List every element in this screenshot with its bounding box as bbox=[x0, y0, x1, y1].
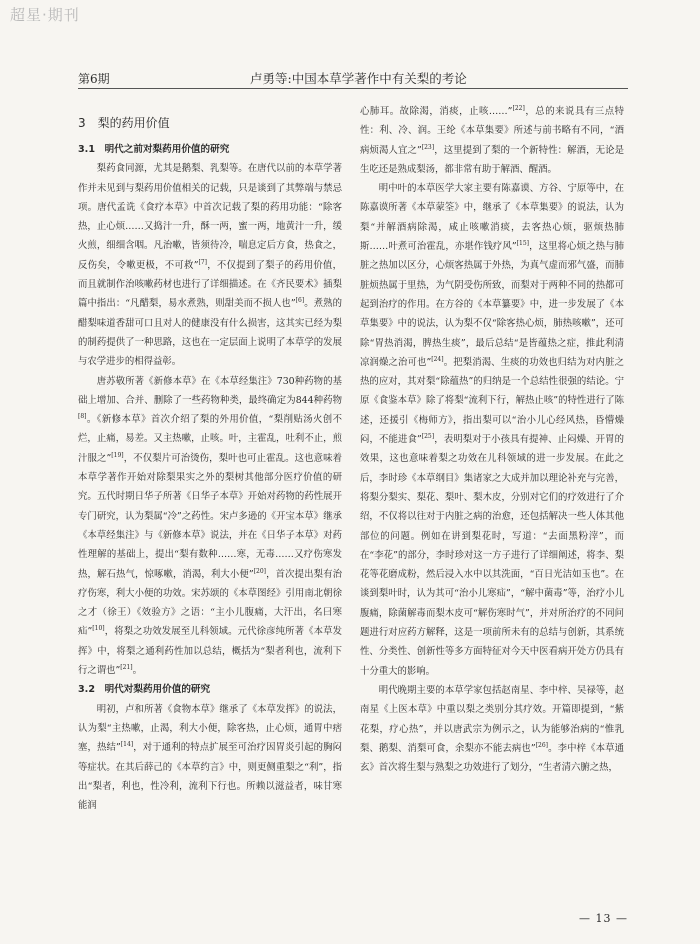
paragraph-continued: 心肺耳。故除渴，消痰，止咳……”[22]，总的来说具有三点特性：利、冷、润。王纶《本草集要》所述与前书略有不同，“酒病烦渴人宜之”[23]，这里提到了梨的一个新特性：解酒，无论是生吃还是熟成梨汤，都非常有助于解酒、醒酒。 bbox=[360, 104, 624, 175]
section-heading: 3 梨的药用价值 bbox=[78, 116, 170, 130]
paragraph: 唐苏敬所著《新修本草》在《本草经集注》730种药物的基础上增加、合并、删除了一些药物种类，最终确定为844种药物[8]。《新修本草》首次介绍了梨的外用价值，“梨削贴汤火创不烂，止痛，易差。又主热嗽，止咳。叶，主霍乱，吐利不止，煎汁服之”[19]，不仅梨片可治烫伤，梨叶也可止霍乱。这也意味着本草学著作开始对除梨果实之外的梨树其他部分医疗价值的研究。五代时期日华子所著《日华子本草》开始对药物的药性展开专门研究，认为梨属“冷”之药性。宋卢多逊的《开宝本草》继承《本草经集注》与《新修本草》说法，并在《日华子本草》对药性理解的基础上，提出“梨有数种……寒，无毒……又疗伤寒发热，解石热气，惊啄嗽，消渴，利大小便”[20]，首次提出梨有治疗伤寒，利大小便的功效。宋苏颂的《本草图经》引用南北朝徐之才（徐王）《效验方》之语：“主小儿腹痛，大汗出，名曰寒疝”[10]，将梨之功效发展至儿科领域。元代徐彦纯所著《本草发挥》中，将梨之通利药性加以总结，概括为“梨者利也，流利下行之谓也”[21]。 bbox=[78, 375, 342, 677]
subsection-heading-3-2: 3.2 明代对梨药用价值的研究 bbox=[78, 684, 211, 696]
running-title: 卢勇等:中国本草学著作中有关梨的考论 bbox=[250, 71, 467, 86]
running-header bbox=[78, 66, 628, 89]
citation[interactable]: [23] bbox=[421, 143, 435, 151]
paragraph: 明初，卢和所著《食物本草》继承了《本草发挥》的说法，认为梨“主热嗽，止渴，利大小便，除客热，止心烦，通胃中痞塞，热结”[14]，对于通利的特点扩展至可治疗因胃炎引起的胸闷等症状。在其后薛己的《本草约言》中，则更侧重梨之“利”，指出“梨者，利也，性冷利，流利下行也。所赖以滋益者，味甘寒能润 bbox=[78, 703, 342, 812]
citation[interactable]: [26] bbox=[535, 741, 549, 749]
issue-label: 第6期 bbox=[78, 72, 110, 86]
page-number: — 13 — bbox=[579, 912, 628, 925]
citation[interactable]: [19] bbox=[111, 451, 124, 459]
journal-watermark: 超星·期刊 bbox=[10, 6, 80, 24]
citation[interactable]: [24] bbox=[431, 355, 444, 363]
subsection-heading-3-1: 3.1 明代之前对梨药用价值的研究 bbox=[78, 144, 230, 155]
citation[interactable]: [22] bbox=[512, 104, 525, 112]
citation[interactable]: [8] bbox=[78, 413, 87, 421]
citation[interactable]: [15] bbox=[516, 239, 529, 247]
citation[interactable]: [7] bbox=[198, 258, 207, 266]
citation[interactable]: [10] bbox=[92, 625, 105, 633]
paragraph: 明代晚期主要的本草学家包括赵南星、李中梓、吴禄等，赵南星《上医本草》中重以梨之类别分其疗效。开篇即提到，“紫花梨，疗心热”，并以唐武宗为例示之，认为能够治病的“惟乳梨、鹅梨、消梨可食，余梨亦不能去病也”[26]。李中梓《本草通玄》首次将生梨与熟梨之功效进行了划分，“生者清六腑之热， bbox=[360, 684, 624, 774]
citation[interactable]: [21] bbox=[120, 663, 133, 671]
paragraph: 明中叶的本草医学大家主要有陈嘉谟、方谷、宁原等中，在陈嘉谟所著《本草蒙筌》中，继承了《本草集要》的说法，认为梨“并解酒病除渴，咸止咳嗽消痰，去客热心烦，驱烦热肺斯……叶煮可治霍乱，亦堪作钱疗风”[15]，这里将心烦之热与肺脏之热加以区分，心烦客热属于外热，为真气虚而邪气盛，而肺脏烦热属于里热，为气阴受伤所致，而梨对于两种不同的热都可起到治疗的作用。在方谷的《本草纂要》中，进一步发展了《本草集要》中的说法，认为梨不仅“除客热心烦，肺热咳嗽”，还可除“胃热消渴，脾热生痰”，最后总结“是皆蕴热之症，推此利清凉润燥之治可也”[24]。把梨消渴、生痰的功效也归结为对内脏之热的应对，其对梨“除蕴热”的归纳是一个总结性很强的结论。宁原《食鉴本草》除了将梨“流利下行，解热止咳”的特性进行了陈述，还援引《梅师方》，指出梨可以“治小儿心经风热，昏懵燥闷，不能进食”[25]，表明梨对于小孩具有提神、止闷燥、开胃的效果，这也意味着梨之功效在儿科领域的进一步发展。在此之后，李时珍《本草纲目》集诸家之大成并加以理论补充与完善，将梨分梨实、梨花、梨叶、梨木皮，分别对它们的疗效进行了介绍，不仅将以往对于内脏之病的治愈，还包括解决一些人体其他部位的问题。例如在讲到梨花时，写道：“去面黑粉滓”，而在“李花”的部分，李时珍对这一方子进行了详细阐述，将李、梨花等花磨成粉，然后浸入水中以其洗面，“百日光洁如玉也”。在谈到梨叶时，认为其可“治小儿寒疝”，“解中菌毒”等，治疗小儿腹痛，除菌解毒而梨木皮可“解伤寒时气”，并对所治疗的不同问题进行对应药方解释，这是一项前所未有的总结与创新，其系统性、分类性、创新性等多方面特征对今天中医看病开处方仍具有十分重大的影响。 bbox=[360, 183, 624, 677]
paragraph: 梨药食同源，尤其是鹅梨、乳梨等。在唐代以前的本草学著作并未见到与梨药用价值相关的记载，只是谈到了其弊端与禁忌项。唐代孟诜《食疗本草》中首次记载了梨的药用功能：“除客热，止心烦……又捣汁一升，酥一两，蜜一两，地黄汁一升，缓火煎，细细含咽。凡治嗽，皆须待冷，喘息定后方食，热食之，反伤矣，令嗽更极，不可救”[7]，不仅提到了梨子的药用价值，而且就制作治咳嗽药材也进行了详细描述。在《齐民要术》插梨篇中指出：“凡醋梨，易水煮熟，则甜美而不损人也”[6]。煮熟的醋梨味道香甜可口且对人的健康没有什么损害，这其实已经为梨的制药提供了一种思路，这也在一定层面上说明了本草学的发展与农学进步的相得益彰。 bbox=[78, 163, 342, 368]
citation[interactable]: [14] bbox=[120, 741, 134, 749]
citation[interactable]: [25] bbox=[421, 432, 435, 440]
citation[interactable]: [6] bbox=[295, 297, 305, 305]
left-column bbox=[78, 112, 342, 815]
citation[interactable]: [20] bbox=[253, 567, 267, 575]
right-column bbox=[360, 102, 624, 777]
